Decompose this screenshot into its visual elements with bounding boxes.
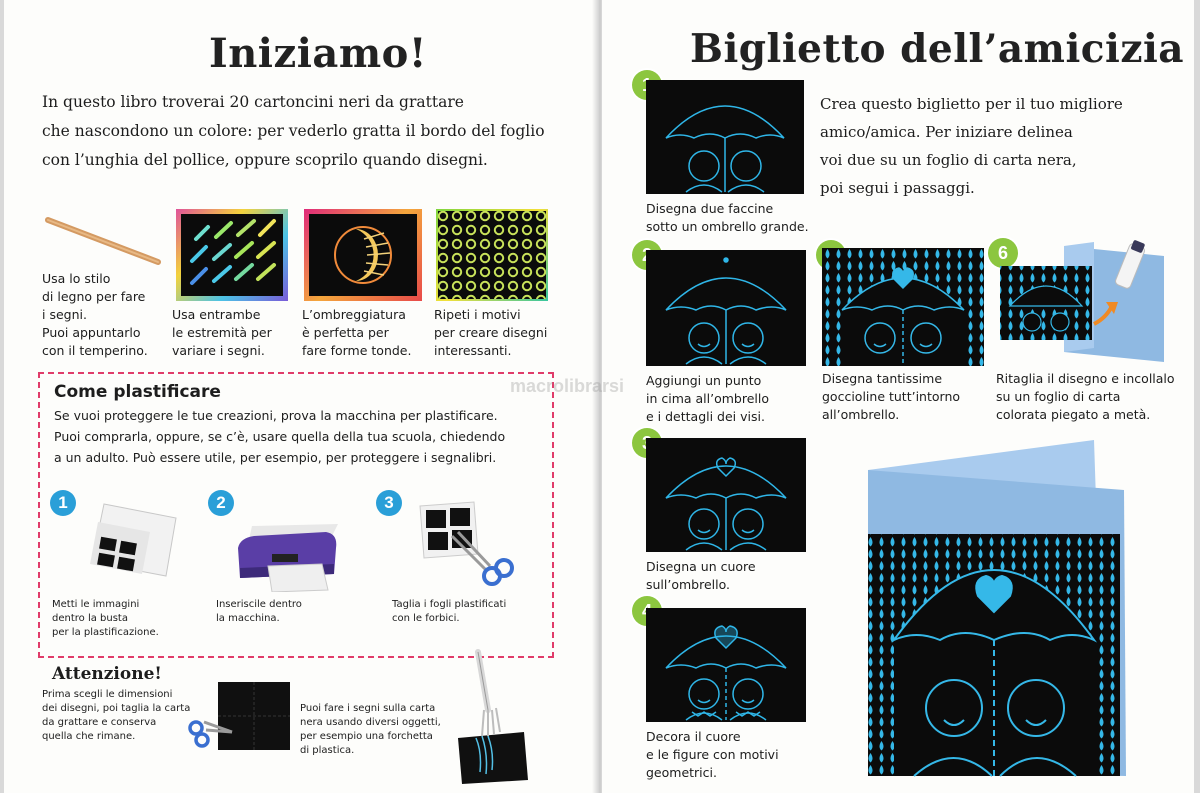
caption-line: Disegna un cuore (646, 559, 756, 574)
caption-line: e i dettagli dei visi. (646, 409, 765, 424)
caption-line: colorata piegato a metà. (996, 407, 1151, 422)
attention-heading: Attenzione! (52, 664, 162, 684)
scratch-sample-pattern (436, 209, 548, 301)
tool-caption-shading (302, 306, 432, 360)
step-badge: 4 (632, 596, 662, 626)
attention-line: nera usando diversi oggetti, (300, 717, 441, 728)
step6-caption (996, 370, 1196, 424)
step2-drawing (646, 250, 806, 366)
caption-line: geometrici. (646, 765, 717, 780)
laminate-step-caption (392, 598, 542, 626)
caption-line: Ritaglia il disegno e incollalo (996, 371, 1175, 386)
attention-text-right (300, 702, 460, 758)
caption-line: Decora il cuore (646, 729, 741, 744)
right-intro-text (820, 90, 1180, 202)
cut-paper-image (184, 676, 296, 756)
step4-caption (646, 728, 826, 782)
laminate-step-caption (216, 598, 366, 626)
caption-line: Disegna tantissime (822, 371, 943, 386)
caption-line: di legno per fare (42, 289, 146, 304)
tool-caption-pattern (434, 306, 584, 360)
step1-drawing (646, 80, 804, 194)
step-badge: 1 (632, 70, 662, 100)
caption-line: Usa lo stilo (42, 271, 111, 286)
caption-line: in cima all’ombrello (646, 391, 770, 406)
caption-line: la macchina. (216, 613, 280, 624)
attention-line: Puoi fare i segni sulla carta (300, 703, 436, 714)
caption-line: con il temperino. (42, 343, 148, 358)
attention-line: da grattare e conserva (42, 717, 157, 728)
caption-line: fare forme tonde. (302, 343, 412, 358)
attention-line: dei disegni, poi taglia la carta (42, 703, 191, 714)
laminate-text (54, 405, 554, 468)
step-badge: 1 (50, 490, 76, 516)
caption-line: per la plastificazione. (52, 627, 159, 638)
intro-line: con l’unghia del pollice, oppure scoprilo quando disegni. (42, 151, 488, 169)
caption-line: le estremità per (172, 325, 272, 340)
step3-drawing (646, 438, 806, 552)
step5-drawing (822, 248, 984, 366)
caption-line: L’ombreggiatura (302, 307, 406, 322)
caption-line: dentro la busta (52, 613, 128, 624)
attention-line: per esempio una forchetta (300, 731, 433, 742)
caption-line: Puoi appuntarlo (42, 325, 141, 340)
intro-line: amico/amica. Per iniziare delinea (820, 123, 1073, 141)
laminate-heading: Come plastificare (54, 382, 221, 402)
caption-line: sull’ombrello. (646, 577, 731, 592)
intro-line: Crea questo biglietto per il tuo migliore (820, 95, 1123, 113)
step-badge: 6 (988, 238, 1018, 268)
laminating-pouch-image (80, 500, 180, 584)
left-page-title: Iniziamo! (209, 30, 427, 77)
step-badge: 2 (208, 490, 234, 516)
attention-text-left (42, 688, 202, 744)
laminating-machine-image (230, 518, 340, 592)
caption-line: Usa entrambe (172, 307, 261, 322)
attention-line: quella che rimane. (42, 731, 136, 742)
scratch-sample-shading (304, 209, 422, 301)
caption-line: con le forbici. (392, 613, 460, 624)
caption-line: goccioline tutt’intorno (822, 389, 961, 404)
attention-line: di plastica. (300, 745, 355, 756)
intro-line: poi segui i passaggi. (820, 179, 975, 197)
attention-line: Prima scegli le dimensioni (42, 689, 173, 700)
step5-caption (822, 370, 1002, 424)
plastic-fork-image (452, 640, 532, 786)
caption-line: Taglia i fogli plastificati (392, 599, 507, 610)
final-friendship-card (854, 440, 1136, 786)
laminate-step-caption (52, 598, 202, 640)
step-badge: 2 (632, 240, 662, 270)
laminate-line: Se vuoi proteggere le tue creazioni, prova la macchina per plastificare. (54, 408, 498, 423)
step3-caption (646, 558, 826, 594)
step4-drawing (646, 608, 806, 722)
caption-line: i segni. (42, 307, 87, 322)
caption-line: è perfetta per (302, 325, 389, 340)
caption-line: per creare disegni (434, 325, 548, 340)
tool-caption-ends (172, 306, 302, 360)
intro-line: voi due su un foglio di carta nera, (820, 151, 1077, 169)
step-badge: 3 (376, 490, 402, 516)
caption-line: Aggiungi un punto (646, 373, 762, 388)
left-page (4, 0, 598, 793)
caption-line: variare i segni. (172, 343, 265, 358)
wooden-stylus-image (42, 212, 164, 268)
caption-line: Metti le immagini (52, 599, 140, 610)
tool-caption-stylus (42, 270, 172, 360)
watermark: macrolibrarsi (510, 376, 625, 396)
caption-line: e le figure con motivi (646, 747, 779, 762)
caption-line: Disegna due faccine (646, 201, 774, 216)
laminate-line: Puoi comprarla, oppure, se c’è, usare quella della tua scuola, chiedendo (54, 429, 506, 444)
caption-line: all’ombrello. (822, 407, 900, 422)
caption-line: Inseriscile dentro (216, 599, 302, 610)
caption-line: su un foglio di carta (996, 389, 1121, 404)
step2-caption (646, 372, 826, 426)
intro-line: che nascondono un colore: per vederlo gratta il bordo del foglio (42, 122, 545, 140)
caption-line: Ripeti i motivi (434, 307, 521, 322)
step-badge: 3 (632, 428, 662, 458)
caption-line: interessanti. (434, 343, 512, 358)
right-page (510, 0, 1194, 793)
caption-line: sotto un ombrello grande. (646, 219, 809, 234)
cutting-scissors-image (412, 500, 516, 590)
step1-caption (646, 200, 826, 236)
intro-line: In questo libro troverai 20 cartoncini neri da grattare (42, 93, 464, 111)
laminate-line: a un adulto. Può essere utile, per esempio, per proteggere i segnalibri. (54, 450, 497, 465)
scratch-sample-streaks (176, 209, 288, 301)
step6-drawing (994, 236, 1178, 366)
right-page-title: Biglietto dell’amicizia (690, 26, 1185, 72)
intro-text (42, 88, 582, 175)
